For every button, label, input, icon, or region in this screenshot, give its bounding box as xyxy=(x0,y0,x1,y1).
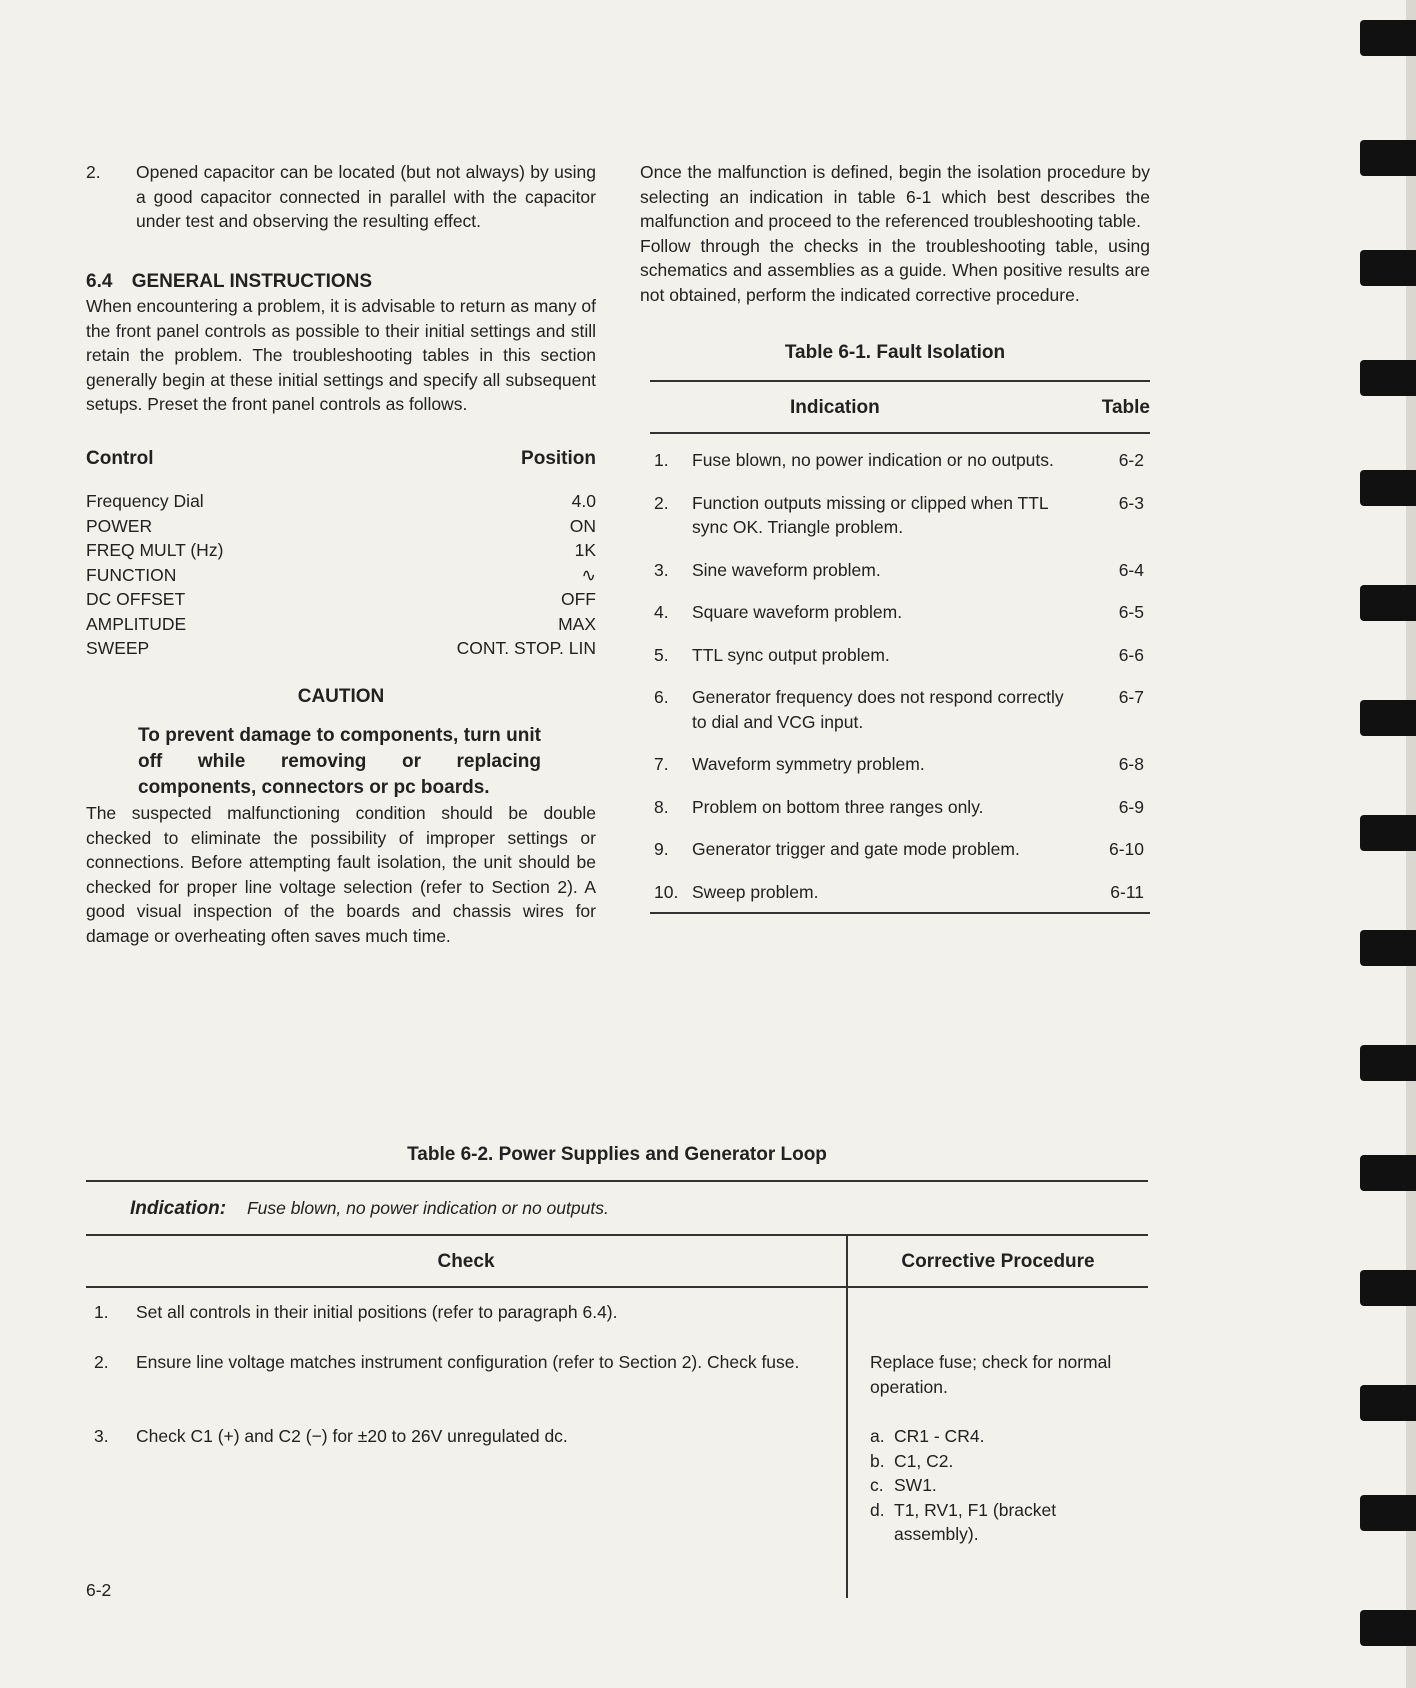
control-table-header xyxy=(86,447,596,472)
control-row xyxy=(86,612,596,637)
right-column xyxy=(640,160,1150,914)
binding-ring xyxy=(1360,20,1416,56)
corrective-column xyxy=(848,1236,1148,1599)
list-item-text: Opened capacitor can be located (but not always) by using a good capacitor connected in parallel with the capacitor under test and observing the resulting effect. xyxy=(136,162,596,231)
check-number: 3. xyxy=(94,1426,109,1446)
row-table-ref: 6-3 xyxy=(1118,492,1144,513)
page-number: 6-2 xyxy=(86,1580,112,1600)
control-name: Frequency Dial xyxy=(86,491,204,511)
table-header-cell: Table xyxy=(1101,396,1150,418)
control-name: DC OFFSET xyxy=(86,589,186,609)
position-header: Position xyxy=(521,447,596,469)
table-row xyxy=(650,558,1150,583)
row-table-ref: 6-10 xyxy=(1108,839,1144,859)
indication-row xyxy=(86,1182,1148,1236)
control-position: CONT. STOP. LIN xyxy=(456,638,596,658)
check-text: Ensure line voltage matches instrument configuration (refer to Section 2). Check fuse. xyxy=(136,1352,800,1372)
check-item xyxy=(86,1424,826,1449)
isolation-paragraph: Once the malfunction is defined, begin the isolation procedure by selecting an indication in table 6-1 which best describes the malfunction and proceed to the referenced troubleshooting table. xyxy=(640,162,1150,231)
row-number: 6. xyxy=(654,687,669,707)
binding-ring xyxy=(1360,1270,1416,1306)
row-indication: Problem on bottom three ranges only. xyxy=(692,796,984,817)
fault-check-paragraph: The suspected malfunctioning condition should be double checked to eliminate the possibility of improper settings or connections. Before attempting fault isolation, the unit should be checked for proper line voltage selection (refer to Section 2). A good visual inspection of the boards and chassis wires for damage or overheating often saves much time. xyxy=(86,803,596,946)
row-indication: Generator trigger and gate mode problem. xyxy=(692,839,1020,859)
row-indication: TTL sync output problem. xyxy=(692,644,890,665)
control-position: 4.0 xyxy=(571,491,596,511)
control-row xyxy=(86,636,596,661)
check-item xyxy=(86,1300,826,1325)
row-table-ref: 6-4 xyxy=(1118,559,1144,580)
list-item-number: 2. xyxy=(86,162,101,182)
row-indication: Fuse blown, no power indication or no outputs. xyxy=(692,450,1054,470)
sub-text: CR1 - CR4. xyxy=(894,1426,985,1446)
control-name: AMPLITUDE xyxy=(86,613,187,634)
row-indication: Generator frequency does not respond correctly to dial and VCG input. xyxy=(692,687,1064,732)
binding-ring xyxy=(1360,140,1416,176)
row-table-ref: 6-8 xyxy=(1118,754,1144,774)
row-number: 3. xyxy=(654,559,669,580)
row-table-ref: 6-7 xyxy=(1118,687,1144,707)
control-row xyxy=(86,489,596,514)
binding-ring xyxy=(1360,1385,1416,1421)
row-indication: Square waveform problem. xyxy=(692,602,903,622)
section-title: GENERAL INSTRUCTIONS xyxy=(131,270,373,292)
sub-letter: c. xyxy=(870,1475,884,1495)
spiral-binding xyxy=(1348,0,1416,1688)
indication-value: Fuse blown, no power indication or no outputs. xyxy=(246,1198,609,1218)
control-name: SWEEP xyxy=(86,638,150,658)
control-position: OFF xyxy=(561,589,596,609)
caution-text: To prevent damage to components, turn unit off while removing or replacing components, connectors or pc boards. xyxy=(138,725,541,798)
table-row xyxy=(650,685,1150,734)
row-table-ref: 6-6 xyxy=(1118,644,1144,665)
table-row xyxy=(650,600,1150,625)
control-position: ∿ xyxy=(581,564,596,585)
check-body xyxy=(86,1288,846,1598)
row-number: 5. xyxy=(654,644,669,665)
fault-isolation-table xyxy=(650,380,1150,915)
corrective-header: Corrective Procedure xyxy=(848,1236,1148,1289)
check-number: 1. xyxy=(94,1302,109,1322)
sub-letter: a. xyxy=(870,1426,885,1446)
general-instructions-paragraph: When encountering a problem, it is advisable to return as many of the front panel controls as possible to their initial settings and still retain the problem. The troubleshooting tables in this section generally begin at these initial settings and specify all subsequent setups. Preset the front panel controls as follows. xyxy=(86,296,596,414)
binding-ring xyxy=(1360,815,1416,851)
control-row xyxy=(86,563,596,588)
binding-ring xyxy=(1360,1045,1416,1081)
section-number: 6.4 xyxy=(86,270,113,292)
binding-ring xyxy=(1360,930,1416,966)
control-position: MAX xyxy=(558,613,596,634)
corrective-sub-item xyxy=(870,1424,1130,1449)
table-grid xyxy=(86,1236,1148,1599)
sub-letter: d. xyxy=(870,1499,885,1520)
table-row xyxy=(650,752,1150,777)
binding-ring xyxy=(1360,1495,1416,1531)
control-name: FUNCTION xyxy=(86,564,177,585)
table-row xyxy=(650,880,1150,905)
binding-ring xyxy=(1360,1155,1416,1191)
corrective-sub-item xyxy=(870,1449,1130,1474)
list-item xyxy=(86,160,596,234)
binding-ring xyxy=(1360,470,1416,506)
table-row xyxy=(650,491,1150,540)
control-name: FREQ MULT (Hz) xyxy=(86,540,224,560)
table-6-1-title: Table 6-1. Fault Isolation xyxy=(784,342,1006,363)
table-row xyxy=(650,795,1150,820)
corrective-sub-item xyxy=(870,1473,1130,1498)
sub-letter: b. xyxy=(870,1450,885,1471)
row-number: 1. xyxy=(654,450,669,470)
indication-header: Indication xyxy=(790,396,880,418)
check-text: Check C1 (+) and C2 (−) for ±20 to 26V unregulated dc. xyxy=(136,1426,568,1446)
binding-ring xyxy=(1360,360,1416,396)
control-position: 1K xyxy=(574,540,596,560)
row-indication: Sine waveform problem. xyxy=(692,559,881,580)
check-number: 2. xyxy=(94,1352,109,1372)
table-row xyxy=(650,837,1150,862)
table-6-2-title: Table 6-2. Power Supplies and Generator Loop xyxy=(407,1144,827,1165)
table-spacer xyxy=(650,904,1150,912)
row-table-ref: 6-11 xyxy=(1110,881,1144,902)
table-header xyxy=(650,382,1150,435)
section-heading xyxy=(86,270,596,295)
check-header: Check xyxy=(86,1236,846,1289)
table-row xyxy=(650,643,1150,668)
caution-title: CAUTION xyxy=(297,685,385,707)
control-position: ON xyxy=(569,515,596,536)
sub-text: C1, C2. xyxy=(894,1450,954,1471)
sub-text: SW1. xyxy=(894,1475,937,1495)
control-header: Control xyxy=(86,447,154,469)
binding-ring xyxy=(1360,700,1416,736)
table-body xyxy=(650,448,1150,912)
left-column xyxy=(86,160,596,948)
check-item xyxy=(86,1350,826,1375)
check-column xyxy=(86,1236,848,1599)
row-indication: Waveform symmetry problem. xyxy=(692,754,925,774)
row-number: 4. xyxy=(654,602,669,622)
control-settings-list xyxy=(86,489,596,661)
sub-text: T1, RV1, F1 (bracket assembly). xyxy=(894,1499,1057,1544)
row-indication: Sweep problem. xyxy=(692,881,819,902)
table-row xyxy=(650,448,1150,473)
row-table-ref: 6-9 xyxy=(1118,796,1144,817)
check-text: Set all controls in their initial positions (refer to paragraph 6.4). xyxy=(136,1302,618,1322)
row-number: 10. xyxy=(654,881,679,902)
row-number: 9. xyxy=(654,839,669,859)
row-number: 2. xyxy=(654,492,669,513)
corrective-sub-item xyxy=(870,1498,1130,1547)
binding-ring xyxy=(1360,1610,1416,1646)
control-name: POWER xyxy=(86,515,153,536)
corrective-item: Replace fuse; check for normal operation. xyxy=(870,1352,1112,1397)
binding-ring xyxy=(1360,250,1416,286)
control-row xyxy=(86,538,596,563)
binding-ring xyxy=(1360,585,1416,621)
corrective-body xyxy=(848,1288,1148,1598)
control-row xyxy=(86,514,596,539)
row-number: 8. xyxy=(654,796,669,817)
power-supplies-table xyxy=(86,1180,1148,1598)
corrective-list xyxy=(870,1424,1130,1547)
row-indication: Function outputs missing or clipped when TTL sync OK. Triangle problem. xyxy=(692,492,1049,537)
indication-label: Indication: xyxy=(130,1198,227,1219)
control-row xyxy=(86,587,596,612)
row-number: 7. xyxy=(654,754,669,774)
follow-through-paragraph: Follow through the checks in the troubleshooting table, using schematics and assemblies as a guide. When positive results are not obtained, perform the indicated corrective procedure. xyxy=(640,235,1150,305)
row-table-ref: 6-2 xyxy=(1118,450,1144,470)
row-table-ref: 6-5 xyxy=(1118,602,1144,622)
